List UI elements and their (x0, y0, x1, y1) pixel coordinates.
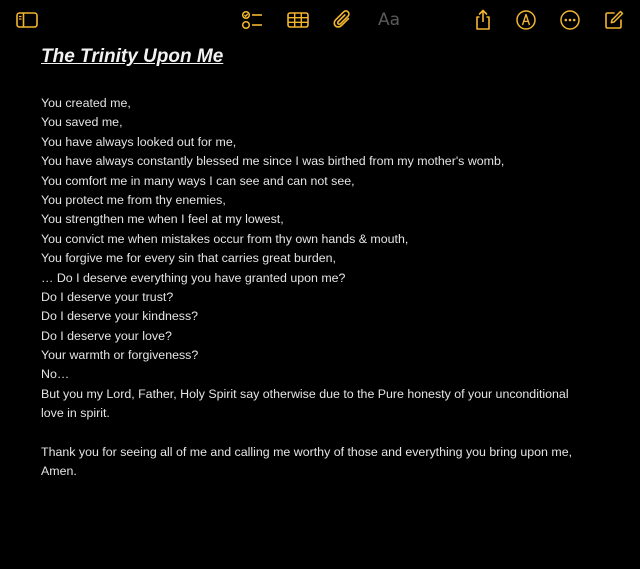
note-line: You have always constantly blessed me since I was birthed from my mother's womb, (41, 154, 505, 169)
sidebar-toggle-icon (15, 10, 39, 30)
table-icon (286, 10, 310, 30)
sidebar-toggle-button[interactable] (14, 7, 40, 33)
checklist-icon (240, 9, 264, 31)
note-line: You have always looked out for me, (41, 134, 237, 149)
format-button[interactable]: Aa (377, 10, 401, 30)
note-line: … Do I deserve everything you have granted upon me? (41, 270, 346, 285)
markup-button[interactable] (513, 7, 539, 33)
share-button[interactable] (470, 7, 496, 33)
ellipsis-circle-icon (559, 9, 581, 31)
note-title[interactable]: The Trinity Upon Me (41, 46, 224, 67)
note-blank-line (41, 424, 621, 443)
note-line: Thank you for seeing all of me and calling me worthy of those and everything you bring upon me, (41, 445, 573, 460)
note-body[interactable] (41, 94, 621, 482)
paperclip-icon (332, 8, 354, 32)
note-line: Do I deserve your trust? (41, 289, 174, 304)
more-button[interactable] (557, 7, 583, 33)
note-line: You comfort me in many ways I can see and can not see, (41, 173, 355, 188)
note-line: love in spirit. (41, 406, 110, 421)
note-editor[interactable] (41, 44, 621, 482)
toolbar (0, 0, 640, 40)
note-line: You strengthen me when I feel at my lowest, (41, 212, 284, 227)
note-line: Your warmth or forgiveness? (41, 348, 199, 363)
note-line: Do I deserve your love? (41, 328, 172, 343)
note-line: But you my Lord, Father, Holy Spirit say otherwise due to the Pure honesty of your unconditional (41, 386, 569, 401)
compose-button[interactable] (601, 7, 627, 33)
table-button[interactable] (285, 7, 311, 33)
pen-circle-icon (515, 9, 537, 31)
checklist-button[interactable] (239, 7, 265, 33)
note-line: No… (41, 367, 70, 382)
note-line: You created me, (41, 96, 131, 110)
compose-icon (603, 9, 625, 31)
note-line: Amen. (41, 464, 77, 479)
note-line: You saved me, (41, 115, 123, 130)
note-line: Do I deserve your kindness? (41, 309, 199, 324)
share-icon (472, 8, 494, 32)
note-line: You protect me from thy enemies, (41, 192, 226, 207)
attachment-button[interactable] (330, 7, 356, 33)
note-line: You forgive me for every sin that carries great burden, (41, 251, 337, 266)
note-line: You convict me when mistakes occur from thy own hands & mouth, (41, 231, 409, 246)
